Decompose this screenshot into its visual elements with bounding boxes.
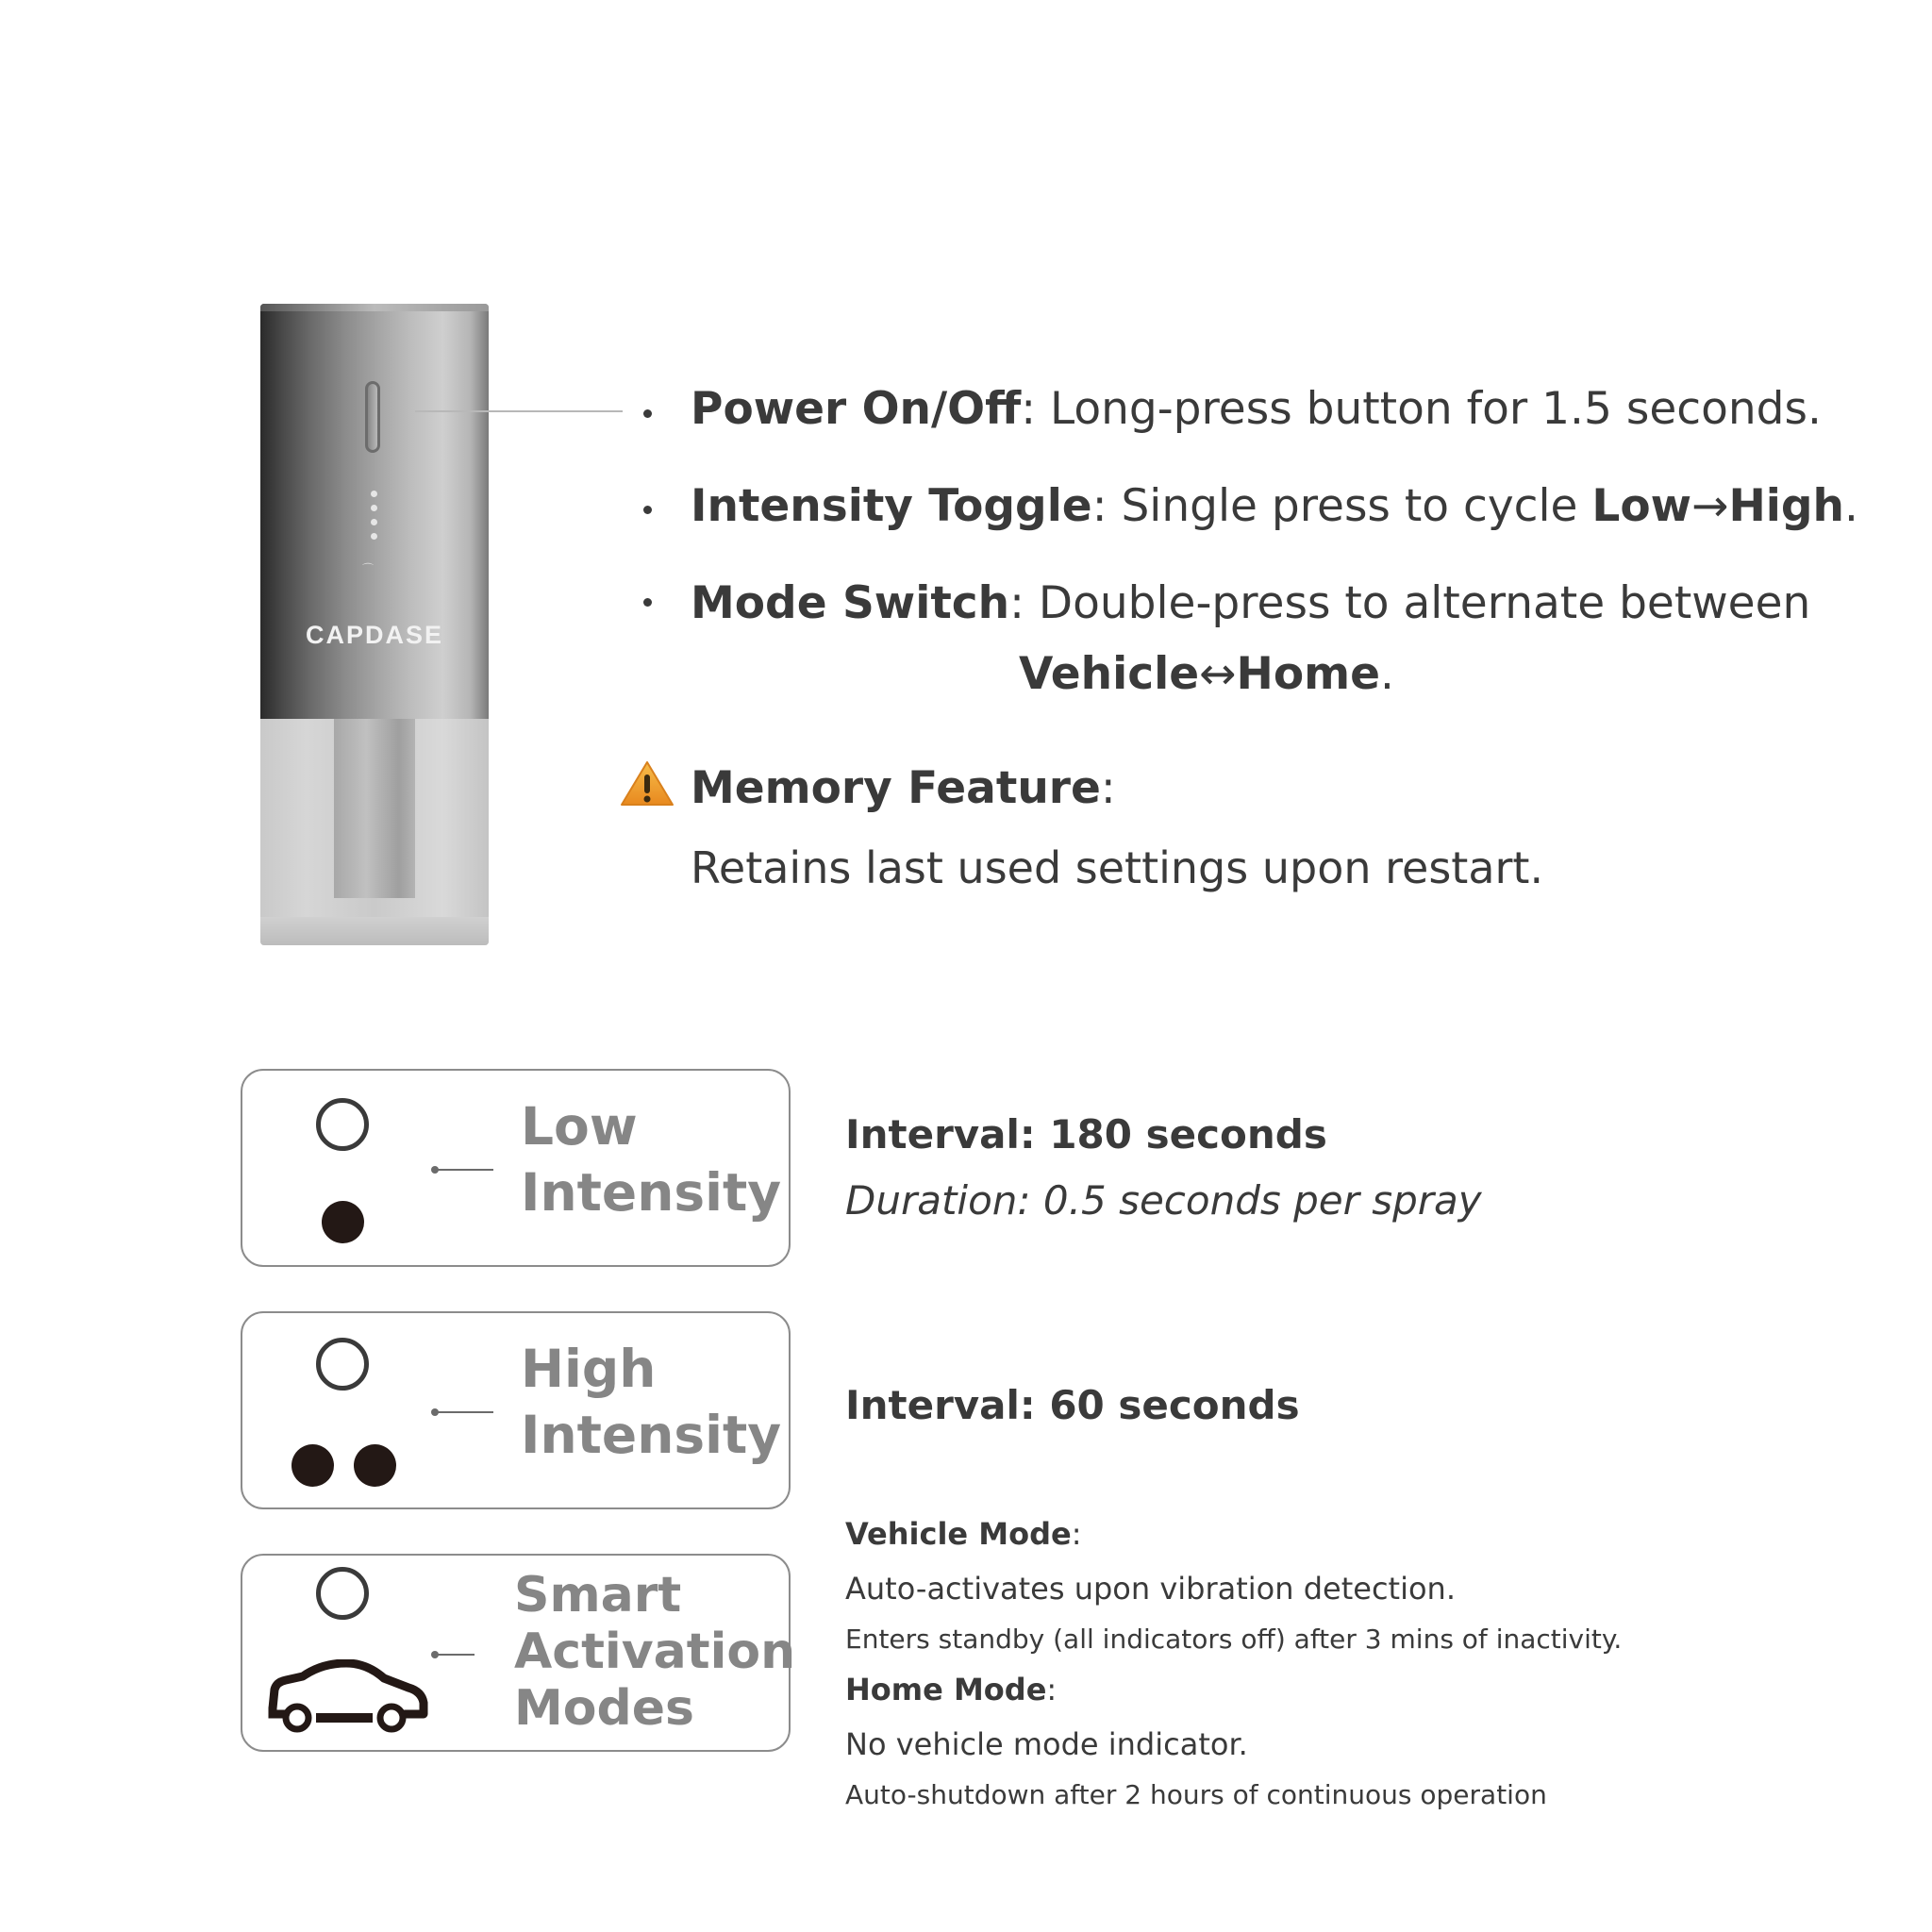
- intensity-low: Low: [1591, 480, 1692, 532]
- intensity-end: .: [1844, 480, 1858, 532]
- vehicle-mode-title: [845, 1516, 1081, 1552]
- bullet-dot: [643, 409, 652, 418]
- vehicle-mode-colon: :: [1071, 1516, 1082, 1552]
- mode-vehicle: Vehicle: [1019, 648, 1200, 700]
- memory-title-text: Memory Feature: [691, 762, 1101, 814]
- mode-instruction-line2: [1019, 646, 1394, 703]
- mode-end: .: [1379, 648, 1394, 700]
- indicator-led-dot: [291, 1444, 334, 1487]
- indicator-ring-icon: [316, 1567, 369, 1620]
- home-mode-colon: :: [1046, 1672, 1058, 1707]
- home-mode-line2: Auto-shutdown after 2 hours of continuous operation: [845, 1779, 1547, 1810]
- low-label-line1: Low: [521, 1096, 638, 1157]
- mode-instruction: [691, 575, 1810, 632]
- mode-sep: :: [1009, 577, 1024, 629]
- device-image: [260, 304, 489, 945]
- intensity-title: Intensity Toggle: [691, 480, 1092, 532]
- smart-label-line1: Smart: [514, 1567, 682, 1624]
- warning-icon: [620, 760, 675, 808]
- power-sep: :: [1021, 383, 1037, 435]
- home-mode-title: [845, 1672, 1057, 1707]
- intensity-text: Single press to cycle: [1107, 480, 1592, 532]
- device-brand-logo: CAPDASE: [305, 621, 444, 649]
- intensity-sep: :: [1091, 480, 1108, 532]
- device-wick: [334, 719, 415, 898]
- device-indicator-dots: [368, 491, 379, 547]
- vehicle-mode-title-text: Vehicle Mode: [845, 1516, 1072, 1552]
- low-interval: Interval: 180 seconds: [845, 1111, 1327, 1158]
- power-instruction: [691, 381, 1822, 438]
- mode-arrow: ↔: [1199, 648, 1237, 700]
- intensity-high: High: [1728, 480, 1845, 532]
- mode-text: Double-press to alternate between: [1024, 577, 1811, 629]
- smart-activation-label: [514, 1567, 795, 1737]
- indicator-ring-icon: [316, 1338, 369, 1391]
- high-intensity-label: [521, 1336, 781, 1468]
- low-duration: Duration: 0.5 seconds per spray: [845, 1177, 1482, 1224]
- memory-sep: :: [1100, 762, 1116, 814]
- device-power-button: [365, 381, 380, 453]
- mode-home: Home: [1236, 648, 1380, 700]
- power-text: Long-press button for 1.5 seconds.: [1036, 383, 1822, 435]
- high-label-line2: Intensity: [521, 1405, 782, 1465]
- high-interval: Interval: 60 seconds: [845, 1382, 1300, 1428]
- leader-line: [435, 1654, 475, 1656]
- indicator-ring-icon: [316, 1098, 369, 1151]
- device-base: [260, 917, 489, 945]
- low-intensity-card: [241, 1069, 791, 1267]
- mode-title: Mode Switch: [691, 577, 1010, 629]
- low-label-line2: Intensity: [521, 1162, 782, 1223]
- indicator-led-dot: [322, 1201, 364, 1243]
- memory-feature-description: Retains last used settings upon restart.: [691, 842, 1544, 893]
- intensity-arrow: →: [1691, 480, 1729, 532]
- high-label-line1: High: [521, 1339, 657, 1399]
- indicator-led-dot: [354, 1444, 396, 1487]
- button-callout-line: [415, 410, 623, 412]
- power-title: Power On/Off: [691, 383, 1022, 435]
- smart-label-line3: Modes: [514, 1680, 694, 1737]
- memory-feature-title: [691, 760, 1116, 817]
- vehicle-mode-line2: Enters standby (all indicators off) after 3 mins of inactivity.: [845, 1624, 1623, 1655]
- device-cap-rim: [260, 304, 489, 311]
- home-mode-line1: No vehicle mode indicator.: [845, 1726, 1248, 1762]
- car-icon: [261, 1659, 429, 1737]
- smart-activation-card: [241, 1554, 796, 1752]
- smart-label-line2: Activation: [514, 1624, 796, 1680]
- low-intensity-label: [521, 1093, 781, 1225]
- bullet-dot: [643, 506, 652, 514]
- leader-line: [435, 1169, 493, 1171]
- bullet-dot: [643, 598, 652, 607]
- device-car-indicator-icon: ⌒: [362, 562, 375, 575]
- intensity-instruction: [691, 478, 1858, 535]
- leader-line: [435, 1411, 493, 1413]
- high-intensity-card: [241, 1311, 791, 1509]
- vehicle-mode-line1: Auto-activates upon vibration detection.: [845, 1571, 1456, 1607]
- device-bottle: [260, 719, 489, 945]
- home-mode-title-text: Home Mode: [845, 1672, 1047, 1707]
